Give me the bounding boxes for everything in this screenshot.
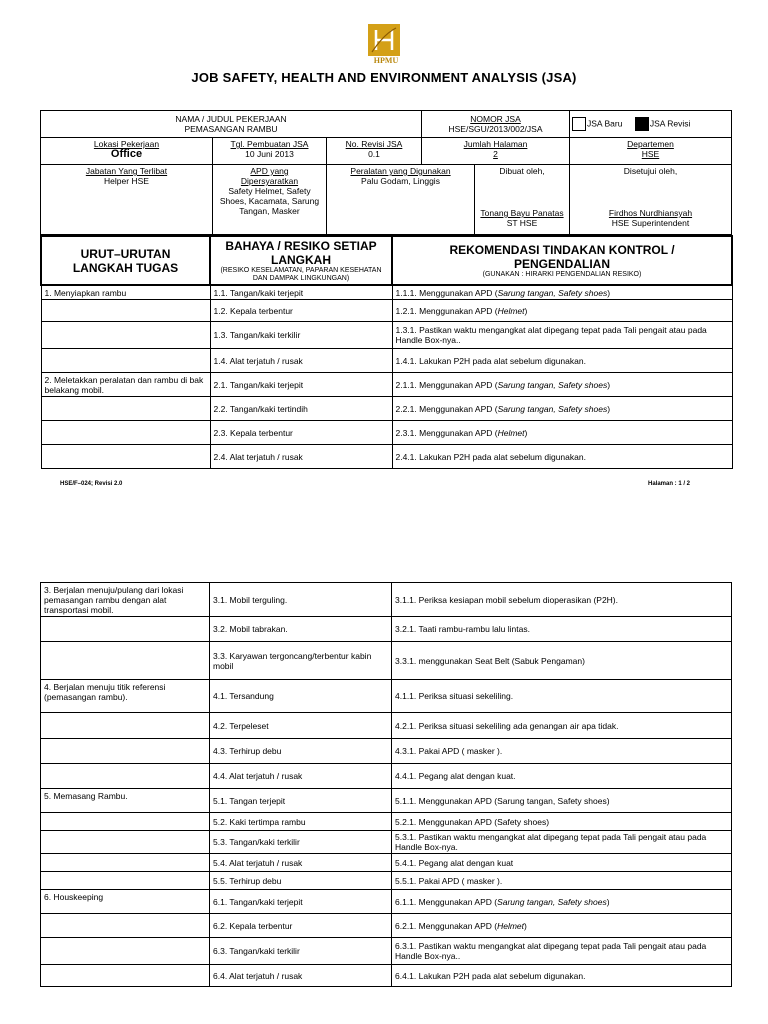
control-text: 4.4.1. Pegang alat dengan kuat. bbox=[395, 771, 516, 781]
hazard-text: 2.3. Kepala terbentur bbox=[213, 427, 293, 438]
control-text: 4.3.1. Pakai APD ( masker ). bbox=[395, 746, 503, 756]
step-cell bbox=[41, 583, 210, 617]
table-row bbox=[41, 373, 732, 397]
jsa-header-table bbox=[40, 110, 732, 235]
disetujui-cell bbox=[570, 165, 732, 235]
table-row bbox=[41, 831, 732, 854]
control-cell bbox=[392, 739, 732, 764]
jabatan-label: Jabatan Yang Terlibat bbox=[85, 166, 168, 176]
col-header-hazards: BAHAYA / RESIKO SETIAP LANGKAH (RESIKO KESELAMATAN, PAPARAN KESEHATAN DAN DAMPAK LINGKUNGAN) bbox=[210, 236, 392, 285]
revisi-cell bbox=[327, 138, 422, 165]
control-cell bbox=[392, 914, 732, 938]
step-cell bbox=[41, 872, 210, 890]
hazard-text: 6.1. Tangan/kaki terjepit bbox=[213, 896, 303, 907]
hazard-cell bbox=[210, 421, 392, 445]
step-cell bbox=[41, 914, 210, 938]
step-text: 2. Meletakkan peralatan dan rambu di bak belakang mobil. bbox=[44, 375, 204, 395]
apd-value: Safety Helmet, Safety Shoes, Kacamata, Sarung Tangan, Masker bbox=[219, 186, 320, 216]
hazard-text: 4.4. Alat terjatuh / rusak bbox=[213, 771, 303, 781]
hazard-text: 6.2. Kepala terbentur bbox=[213, 920, 293, 931]
halaman-cell bbox=[422, 138, 570, 165]
hazard-text: 5.2. Kaki tertimpa rambu bbox=[213, 816, 306, 827]
hazard-text: 6.4. Alat terjatuh / rusak bbox=[213, 970, 303, 981]
jsa-type-cell bbox=[570, 111, 732, 138]
hazard-text: 5.5. Terhirup debu bbox=[213, 875, 282, 886]
lokasi-value: Office bbox=[110, 148, 143, 160]
table-row bbox=[41, 642, 732, 680]
nomor-cell bbox=[422, 111, 570, 138]
logo-text: HPMU bbox=[373, 56, 399, 65]
hazard-cell bbox=[210, 914, 392, 938]
control-cell bbox=[392, 285, 732, 300]
hazard-cell bbox=[210, 373, 392, 397]
jsa-baru-checkbox[interactable] bbox=[572, 117, 586, 131]
control-cell bbox=[392, 322, 732, 349]
hazard-text: 1.2. Kepala terbentur bbox=[213, 305, 293, 316]
hazard-text: 1.3. Tangan/kaki terkilir bbox=[213, 330, 301, 340]
table-row bbox=[41, 349, 732, 373]
control-text: 4.1.1. Periksa situasi sekeliling. bbox=[395, 691, 514, 701]
hazard-cell bbox=[210, 854, 392, 872]
hazard-text: 4.3. Terhirup debu bbox=[213, 746, 282, 756]
step-text: 6. Houskeeping bbox=[44, 892, 104, 902]
control-text: 3.1.1. Periksa kesiapan mobil sebelum dioperasikan (P2H). bbox=[395, 594, 619, 605]
table-row bbox=[41, 965, 732, 987]
control-text-end: ) bbox=[524, 920, 527, 931]
hazard-cell bbox=[210, 890, 392, 914]
disetujui-role: HSE Superintendent bbox=[611, 218, 690, 228]
control-cell bbox=[392, 617, 732, 642]
control-text: 6.2.1. Menggunakan APD ( bbox=[395, 920, 498, 931]
control-text: 1.3.1. Pastikan waktu mengangkat alat dipegang tepat pada Tali pengait atau pada Handle Box-nya.. bbox=[395, 325, 707, 345]
hazard-cell bbox=[210, 831, 392, 854]
halaman-value: 2 bbox=[493, 149, 498, 159]
table-row bbox=[41, 285, 732, 300]
control-text: 5.2.1. Menggunakan APD (Safety shoes) bbox=[395, 816, 550, 827]
table-row bbox=[41, 583, 732, 617]
table-row bbox=[41, 421, 732, 445]
control-text: 6.4.1. Lakukan P2H pada alat sebelum digunakan. bbox=[395, 970, 586, 981]
hazard-cell bbox=[210, 583, 392, 617]
step-cell bbox=[41, 349, 210, 373]
hazard-text: 4.2. Terpeleset bbox=[213, 720, 269, 731]
control-text: 4.2.1. Periksa situasi sekeliling ada genangan air apa tidak. bbox=[395, 720, 619, 731]
step-cell bbox=[41, 890, 210, 914]
control-text: 3.3.1. menggunakan Seat Belt (Sabuk Pengaman) bbox=[395, 655, 585, 666]
hazard-text: 5.4. Alat terjatuh / rusak bbox=[213, 857, 303, 868]
nama-value: PEMASANGAN RAMBU bbox=[184, 124, 278, 134]
control-cell bbox=[392, 764, 732, 789]
step-cell bbox=[41, 938, 210, 965]
table-row bbox=[41, 854, 732, 872]
hazard-text: 4.1. Tersandung bbox=[213, 691, 274, 701]
control-cell bbox=[392, 872, 732, 890]
control-text-end: ) bbox=[607, 403, 611, 414]
hazard-cell bbox=[210, 285, 392, 300]
jsa-table-page1 bbox=[40, 235, 733, 469]
footer-page-number: Halaman : 1 / 2 bbox=[648, 481, 691, 487]
control-text: 2.2.1. Menggunakan APD ( bbox=[395, 403, 498, 414]
jabatan-cell bbox=[41, 165, 213, 235]
control-emphasis: Helmet bbox=[497, 920, 525, 931]
step-cell bbox=[41, 617, 210, 642]
hazard-cell bbox=[210, 872, 392, 890]
nomor-label: NOMOR JSA bbox=[470, 114, 521, 124]
control-text: 1.2.1. Menggunakan APD ( bbox=[395, 305, 498, 316]
disetujui-name: Firdhos Nurdhiansyah bbox=[608, 208, 693, 218]
step-cell bbox=[41, 965, 210, 987]
dibuat-name: Tonang Bayu Panatas bbox=[480, 208, 564, 218]
control-cell bbox=[392, 349, 732, 373]
table-row bbox=[41, 789, 732, 813]
hazard-cell bbox=[210, 642, 392, 680]
disetujui-label: Disetujui oleh, bbox=[623, 166, 678, 176]
control-cell bbox=[392, 300, 732, 322]
hazard-text: 2.4. Alat terjatuh / rusak bbox=[213, 451, 303, 462]
hazard-text: 6.3. Tangan/kaki terkilir bbox=[213, 946, 300, 956]
step-cell bbox=[41, 397, 210, 421]
tgl-label: Tgl. Pembuatan JSA bbox=[230, 139, 309, 149]
hazard-cell bbox=[210, 300, 392, 322]
jsa-table-page2 bbox=[40, 582, 732, 987]
table-row bbox=[41, 713, 732, 739]
control-cell bbox=[392, 813, 732, 831]
table-row bbox=[41, 764, 732, 789]
control-text-end: ) bbox=[524, 427, 528, 438]
hazard-text: 3.1. Mobil terguling. bbox=[213, 594, 288, 605]
control-text-end: ) bbox=[607, 287, 611, 298]
control-text: 2.3.1. Menggunakan APD ( bbox=[395, 427, 498, 438]
dept-label: Departemen bbox=[627, 139, 674, 149]
hazard-cell bbox=[210, 713, 392, 739]
step-cell bbox=[41, 322, 210, 349]
control-text-end: ) bbox=[607, 379, 611, 390]
hazard-cell bbox=[210, 764, 392, 789]
step-text: 3. Berjalan menuju/pulang dari lokasi pemasangan rambu dengan alat transportasi mobil. bbox=[44, 585, 184, 615]
step-text: 1. Menyiapkan rambu bbox=[44, 288, 127, 298]
hazard-cell bbox=[210, 445, 392, 469]
jsa-baru-label: JSA Baru bbox=[587, 118, 623, 129]
apd-label: APD yang Dipersyaratkan bbox=[240, 166, 299, 186]
footer-form-code: HSE/F–024; Revisi 2.0 bbox=[60, 481, 123, 487]
hazard-text: 5.1. Tangan terjepit bbox=[213, 795, 286, 806]
step-cell bbox=[41, 642, 210, 680]
peralatan-label: Peralatan yang Digunakan bbox=[350, 166, 451, 176]
revisi-value: 0.1 bbox=[368, 149, 380, 159]
hazard-cell bbox=[210, 349, 392, 373]
lokasi-cell bbox=[41, 138, 213, 165]
nama-cell bbox=[41, 111, 422, 138]
control-cell bbox=[392, 965, 732, 987]
control-cell bbox=[392, 854, 732, 872]
hazard-cell bbox=[210, 965, 392, 987]
control-text-end: ) bbox=[606, 896, 610, 907]
control-text: 5.3.1. Pastikan waktu mengangkat alat dipegang tepat pada Tali pengait atau pada Handle Box-nya. bbox=[395, 832, 707, 852]
table-row bbox=[41, 445, 732, 469]
step-cell bbox=[41, 813, 210, 831]
control-cell bbox=[392, 680, 732, 713]
control-cell bbox=[392, 831, 732, 854]
table-row bbox=[41, 617, 732, 642]
dibuat-role: ST HSE bbox=[506, 218, 538, 228]
step-cell bbox=[41, 680, 210, 713]
step-cell bbox=[41, 739, 210, 764]
peralatan-cell bbox=[327, 165, 475, 235]
step-text: 5. Memasang Rambu. bbox=[44, 791, 128, 801]
jsa-revisi-label: JSA Revisi bbox=[649, 118, 691, 129]
nama-label: NAMA / JUDUL PEKERJAAN bbox=[175, 114, 287, 124]
control-text: 2.4.1. Lakukan P2H pada alat sebelum digunakan. bbox=[395, 451, 586, 462]
hazard-cell bbox=[210, 789, 392, 813]
step-cell bbox=[41, 713, 210, 739]
hazard-text: 2.1. Tangan/kaki terjepit bbox=[213, 379, 304, 390]
table-row bbox=[41, 300, 732, 322]
control-cell bbox=[392, 421, 732, 445]
step-cell bbox=[41, 421, 210, 445]
hazard-cell bbox=[210, 397, 392, 421]
step-cell bbox=[41, 854, 210, 872]
control-cell bbox=[392, 713, 732, 739]
control-emphasis: Sarung tangan, Safety shoes bbox=[497, 287, 608, 298]
control-text: 1.1.1. Menggunakan APD ( bbox=[395, 287, 498, 298]
control-text: 1.4.1. Lakukan P2H pada alat sebelum digunakan. bbox=[395, 355, 586, 366]
step-cell bbox=[41, 285, 210, 300]
control-text: 5.4.1. Pegang alat dengan kuat bbox=[395, 857, 514, 868]
control-text: 3.2.1. Taati rambu-rambu lalu lintas. bbox=[395, 624, 530, 634]
control-cell bbox=[392, 938, 732, 965]
col-header-controls: REKOMENDASI TINDAKAN KONTROL / PENGENDALIAN (GUNAKAN : HIRARKI PENGENDALIAN RESIKO) bbox=[392, 236, 732, 285]
control-cell bbox=[392, 890, 732, 914]
control-emphasis: Sarung tangan, Safety shoes bbox=[497, 896, 607, 907]
table-row bbox=[41, 938, 732, 965]
apd-cell bbox=[213, 165, 327, 235]
control-cell bbox=[392, 397, 732, 421]
step-cell bbox=[41, 789, 210, 813]
control-emphasis: Helmet bbox=[497, 427, 525, 438]
hazard-cell bbox=[210, 739, 392, 764]
control-text: 5.1.1. Menggunakan APD (Sarung tangan, Safety shoes) bbox=[395, 795, 610, 806]
control-text: 5.5.1. Pakai APD ( masker ). bbox=[395, 875, 503, 886]
table-row bbox=[41, 813, 732, 831]
revisi-label: No. Revisi JSA bbox=[345, 139, 403, 149]
control-emphasis: Sarung tangan, Safety shoes bbox=[497, 403, 608, 414]
control-cell bbox=[392, 583, 732, 617]
table-row bbox=[41, 322, 732, 349]
table-row bbox=[41, 397, 732, 421]
dibuat-cell bbox=[475, 165, 570, 235]
step-text: 4. Berjalan menuju titik referensi (pemasangan rambu). bbox=[44, 682, 166, 702]
dept-cell bbox=[570, 138, 732, 165]
control-text-end: ) bbox=[524, 305, 528, 316]
control-text: 6.1.1. Menggunakan APD ( bbox=[395, 896, 498, 907]
hazard-text: 3.2. Mobil tabrakan. bbox=[213, 624, 288, 634]
jsa-revisi-checkbox[interactable] bbox=[635, 117, 649, 131]
control-emphasis: Helmet bbox=[497, 305, 525, 316]
hazard-cell bbox=[210, 617, 392, 642]
control-cell bbox=[392, 373, 732, 397]
hazard-cell bbox=[210, 680, 392, 713]
hazard-text: 5.3. Tangan/kaki terkilir bbox=[213, 837, 300, 847]
hazard-text: 3.3. Karyawan tergoncang/terbentur kabin mobil bbox=[213, 650, 372, 671]
peralatan-value: Palu Godam, Linggis bbox=[361, 176, 440, 186]
document-title: JOB SAFETY, HEALTH AND ENVIRONMENT ANALYSIS (JSA) bbox=[191, 70, 577, 85]
dibuat-label: Dibuat oleh, bbox=[499, 166, 545, 176]
hazard-text: 1.4. Alat terjatuh / rusak bbox=[213, 355, 303, 366]
hazard-text: 1.1. Tangan/kaki terjepit bbox=[213, 287, 304, 298]
control-cell bbox=[392, 445, 732, 469]
step-cell bbox=[41, 445, 210, 469]
step-cell bbox=[41, 300, 210, 322]
control-text: 6.3.1. Pastikan waktu mengangkat alat dipegang tepat pada Tali pengait atau pada Handle Box-nya.. bbox=[395, 941, 707, 961]
control-cell bbox=[392, 642, 732, 680]
jabatan-value: Helper HSE bbox=[104, 176, 149, 186]
hazard-cell bbox=[210, 322, 392, 349]
table-row bbox=[41, 872, 732, 890]
control-cell bbox=[392, 789, 732, 813]
step-cell bbox=[41, 764, 210, 789]
col-header-steps: URUT–URUTAN LANGKAH TUGAS bbox=[41, 236, 210, 285]
tgl-cell bbox=[213, 138, 327, 165]
step-cell bbox=[41, 373, 210, 397]
step-cell bbox=[41, 831, 210, 854]
hazard-cell bbox=[210, 938, 392, 965]
hazard-text: 2.2. Tangan/kaki tertindih bbox=[213, 403, 308, 414]
dept-value: HSE bbox=[641, 149, 660, 159]
tgl-value: 10 Juni 2013 bbox=[245, 149, 294, 159]
table-row bbox=[41, 890, 732, 914]
control-text: 2.1.1. Menggunakan APD ( bbox=[395, 379, 498, 390]
halaman-label: Jumlah Halaman bbox=[463, 139, 528, 149]
lokasi-label: Lokasi Pekerjaan bbox=[93, 139, 160, 149]
table-row bbox=[41, 739, 732, 764]
table-row bbox=[41, 680, 732, 713]
control-emphasis: Sarung tangan, Safety shoes bbox=[497, 379, 608, 390]
nomor-value: HSE/SGU/2013/002/JSA bbox=[448, 124, 543, 134]
table-row bbox=[41, 914, 732, 938]
hazard-cell bbox=[210, 813, 392, 831]
